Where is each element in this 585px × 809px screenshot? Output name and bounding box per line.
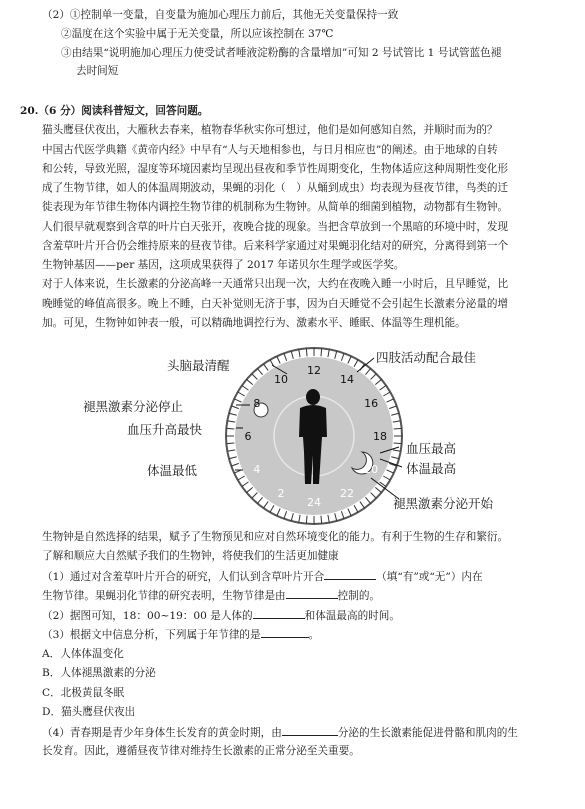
clock-hour-16: 16 [364, 397, 379, 410]
sub-question-3-text-b: 。 [308, 629, 320, 641]
clock-tick [306, 516, 307, 524]
clock-hour-10: 10 [274, 372, 288, 386]
label-melatonin-stops: 褪黑激素分泌停止 [83, 399, 184, 414]
label-body-temp-lowest: 体温最低 [147, 463, 198, 478]
paragraph-2-line-4: 徙表现为年节律生物体内调控生物节律的机制称为生物钟。从简单的细菌到植物，动物都有生物钟。 [42, 201, 509, 213]
paragraph-2-line-3: 成了生物节律，如人的体温周期波动，果蝇的羽化（ ）从蛹到成虫）均表现为昼夜节律，鸟类的迁 [42, 182, 509, 194]
clock-tick [226, 443, 234, 444]
prev-answer-line-1: （2）①控制单一变量，自变量为施加心理压力前后，其他无关变量保持一致 [42, 9, 399, 21]
label-blood-pressure-rise-fastest: 血压升高最快 [127, 422, 203, 437]
clock-tick [226, 428, 234, 429]
sub-question-4-line-1 [42, 725, 518, 740]
clock-hour-22: 22 [340, 487, 354, 501]
prev-answer-line-4: 去时间短 [76, 65, 119, 77]
paragraph-2-line-1: 中国古代医学典籍《黄帝内经》中早有“人与天地相参也，与日月相应也”的阐述。由于地球的自转 [42, 144, 498, 156]
sub-question-1-text-b: （填“有”或“无”）内在 [376, 571, 483, 583]
clock-tick [321, 516, 322, 524]
sub-question-2 [42, 608, 400, 623]
prev-answer-line-2: ②温度在这个实验中属于无关变量，所以应该控制在 37℃ [61, 28, 334, 40]
paragraph-3-line-3: 生物钟基因——per 基因，这项成果获得了 2017 年诺贝尔生理学或医学奖。 [42, 259, 405, 271]
paragraph-1: 猫头鹰昼伏夜出，大雁秋去春来，植物春华秋实你可想过，他们是如何感知自然，并顺时而为的？ [42, 124, 498, 136]
clock-hour-4: 4 [253, 463, 261, 476]
prev-answer-line-3: ③由结果“说明施加心理压力使受试者唾液淀粉酶的含量增加”可知 2 号试管比 1 号试管蓝色褪 [61, 47, 502, 59]
sub-question-3-text-a: （3）根据文中信息分析，下列属于年节律的是 [42, 629, 261, 641]
paragraph-2-line-2: 和公转，导致光照，湿度等环境因素均呈现出昼夜和季节性周期变化，生物体适应这种周期性变化形 [42, 163, 509, 175]
label-limb-coordination-best: 四肢活动配合最佳 [376, 350, 477, 365]
sub-question-1-text-a: （1）通过对含羞草叶片开合的研究，人们认到含草叶片开合 [42, 571, 325, 583]
clock-hour-24: 24 [307, 496, 321, 509]
answer-blank-5[interactable] [282, 725, 338, 736]
question-20-title: 20.（6 分）阅读科普短文，回答问题。 [20, 105, 209, 117]
label-body-temp-highest: 体温最高 [406, 461, 457, 476]
paragraph-5-line-1: 生物钟是自然选择的结果，赋予了生物预见和应对自然环境变化的能力。有利于生物的生存和繁衍。 [42, 531, 509, 543]
paragraph-4-line-2: 晚睡觉的峰值高很多。晚上不睡，白天补觉则无济于事，因为白天睡觉不会引起生长激素分泌量的增 [42, 298, 509, 310]
clock-tick [321, 348, 322, 356]
clock-hour-6: 6 [244, 430, 252, 443]
clock-hour-14: 14 [340, 372, 354, 386]
paragraph-4-line-1: 对于人体来说，生长激素的分泌高峰一天通常只出现一次，大约在夜晚入睡一小时后，且早睡觉，比 [42, 278, 509, 290]
clock-hour-2: 2 [277, 487, 285, 501]
sub-question-4-line-2: 长发育。因此，遵循昼夜节律对维持生长激素的正常分泌至关重要。 [42, 745, 360, 757]
label-blood-pressure-highest: 血压最高 [406, 441, 457, 456]
answer-blank-4[interactable] [261, 627, 309, 638]
clock-hour-20: 20 [364, 463, 379, 476]
answer-blank-1[interactable] [324, 569, 376, 580]
answer-blank-2[interactable] [286, 588, 338, 599]
paragraph-3-line-2: 含羞草叶片开合仍会维持原来的昼夜节律。后来科学家通过对果蝇羽化结对的研究，分离得到第一个 [42, 240, 509, 252]
clock-hour-12: 12 [307, 364, 321, 377]
clock-hour-8: 8 [253, 397, 261, 410]
clock-hour-18: 18 [373, 430, 387, 443]
sub-question-3 [42, 627, 319, 642]
option-c[interactable]: C．北极黄鼠冬眠 [42, 687, 125, 699]
option-a[interactable]: A．人体体温变化 [42, 648, 124, 660]
sub-question-2-text-a: （2）据图可知，18：00~19：00 是人体的 [42, 610, 253, 622]
sub-question-1-text-c: 生物节律。果蝇羽化节律的研究表明，生物节律是由 [42, 590, 286, 602]
paragraph-4-line-3: 加。可见，生物钟如钟表一般，可以精确地调控行为、激素水平、睡眠、体温等生理机能。 [42, 317, 466, 329]
option-b[interactable]: B．人体褪黑激素的分泌 [42, 667, 156, 679]
sub-question-1-line-1 [42, 569, 483, 584]
label-brain-most-alert: 头脑最清醒 [167, 358, 230, 373]
clock-tick [394, 428, 402, 429]
paragraph-5-line-2: 了解和顺应大自然赋予我们的生物钟，将使我们的生活更加健康 [42, 550, 339, 562]
sub-question-4-text-a: （4）青春期是青少年身体生长发育的黄金时期，由 [42, 727, 282, 739]
sub-question-2-text-b: 和体温最高的时间。 [304, 610, 400, 622]
sub-question-1-text-d: 控制的。 [337, 590, 381, 602]
sub-question-1-line-2 [42, 588, 380, 603]
clock-tick [306, 348, 307, 356]
answer-blank-3[interactable] [253, 608, 305, 619]
clock-tick [394, 443, 402, 444]
sub-question-4-text-b: 分泌的生长激素能促进骨骼和肌肉的生 [337, 727, 518, 739]
label-melatonin-starts: 褪黑激素分泌开始 [393, 496, 494, 511]
paragraph-3-line-1: 人们很早就观察到含草的叶片白天张开，夜晚合拢的现象。当把含草放到一个黑暗的环境中时，发现 [42, 221, 509, 233]
option-d[interactable]: D．猫头鹰昼伏夜出 [42, 706, 136, 718]
